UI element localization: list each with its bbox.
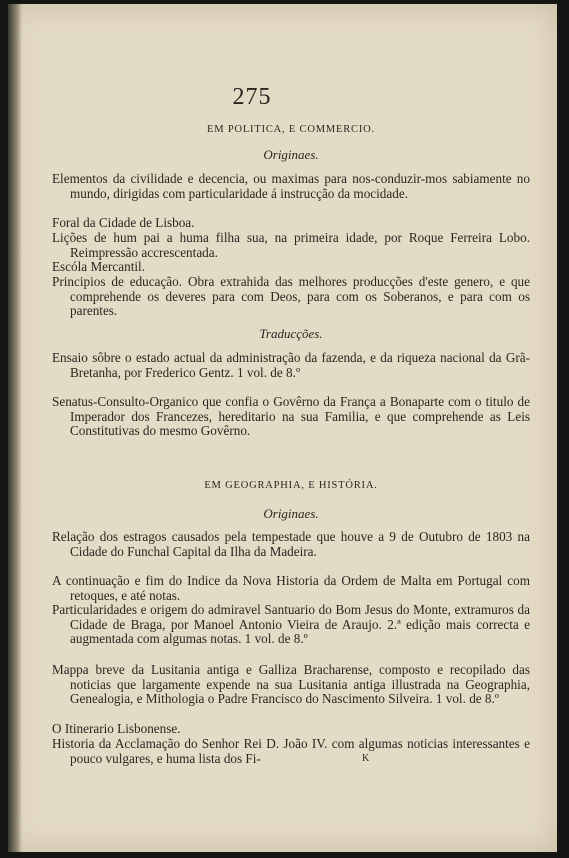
catalog-entry: Historia da Acclamação do Senhor Rei D. João IV. com algumas noticias interessantes e pouco vulgares, e huma lista dos Fi- (52, 736, 530, 766)
subtitle-traduccoes: Traducções. (259, 326, 323, 341)
page-number: 275 (232, 84, 272, 110)
book-page (8, 4, 557, 852)
catalog-entry: Escóla Mercantil. (52, 259, 146, 274)
catalog-entry: Principios de educação. Obra extrahida das melhores producções d'este genero, e que comprehende os deveres para com Deos, para com os Soberanos, e para com os parentes. (52, 274, 530, 319)
catalog-entry: O Itinerario Lisbonense. (52, 721, 181, 736)
catalog-entry: Relação dos estragos causados pela tempestade que houve a 9 de Outubro de 1803 na Cidade do Funchal Capital da Ilha da Madeira. (52, 529, 530, 559)
catalog-entry: Elementos da civilidade e decencia, ou maximas para nos-conduzir-mos sabiamente no mundo, dirigidas com particularidade á instrucção da mocidade. (52, 171, 530, 201)
catalog-entry: Senatus-Consulto-Organico que confia o Govêrno da França a Bonaparte com o titulo de Imperador dos Francezes, hereditario na sua Familia, e que comprehende as Leis Constitutivas do mesmo Govêrno. (52, 394, 530, 439)
subtitle-originaes: Originaes. (263, 506, 319, 521)
subtitle-originaes: Originaes. (263, 147, 319, 162)
catalog-entry: A continuação e fim do Indice da Nova Historia da Ordem de Malta em Portugal com retoques, e até notas. (52, 573, 530, 603)
section-title-politica: EM POLITICA, E COMMERCIO. (207, 124, 375, 135)
catalog-entry: Mappa breve da Lusitania antiga e Galliza Bracharense, composto e recopilado das noticias que largamente expende na sua Lusitania antiga illustrada na Geographia, Genealogia, e Mithologia o Padre Francisco do Nascimento Silveira. 1 vol. de 8.º (52, 662, 530, 707)
section-title-geographia: EM GEOGRAPHIA, E HISTÓRIA. (204, 480, 378, 491)
catalog-entry: Foral da Cidade de Lisboa. (52, 215, 195, 230)
page-spine-shadow (8, 4, 22, 852)
catalog-entry: Particularidades e origem do admiravel Santuario do Bom Jesus do Monte, extramuros da Cidade de Braga, por Manoel Antonio Vieira de Araujo. 2.ª edição mais correcta e augmentada com algumas notas. 1 vol. de 8.º (52, 602, 530, 647)
signature-mark: K (362, 753, 371, 764)
catalog-entry: Ensaio sôbre o estado actual da administração da fazenda, e da riqueza nacional da Grã-Bretanha, por Frederico Gentz. 1 vol. de 8.º (52, 350, 530, 380)
catalog-entry: Lições de hum pai a huma filha sua, na primeira idade, por Roque Ferreira Lobo. Reimpressão accrescentada. (52, 230, 530, 260)
